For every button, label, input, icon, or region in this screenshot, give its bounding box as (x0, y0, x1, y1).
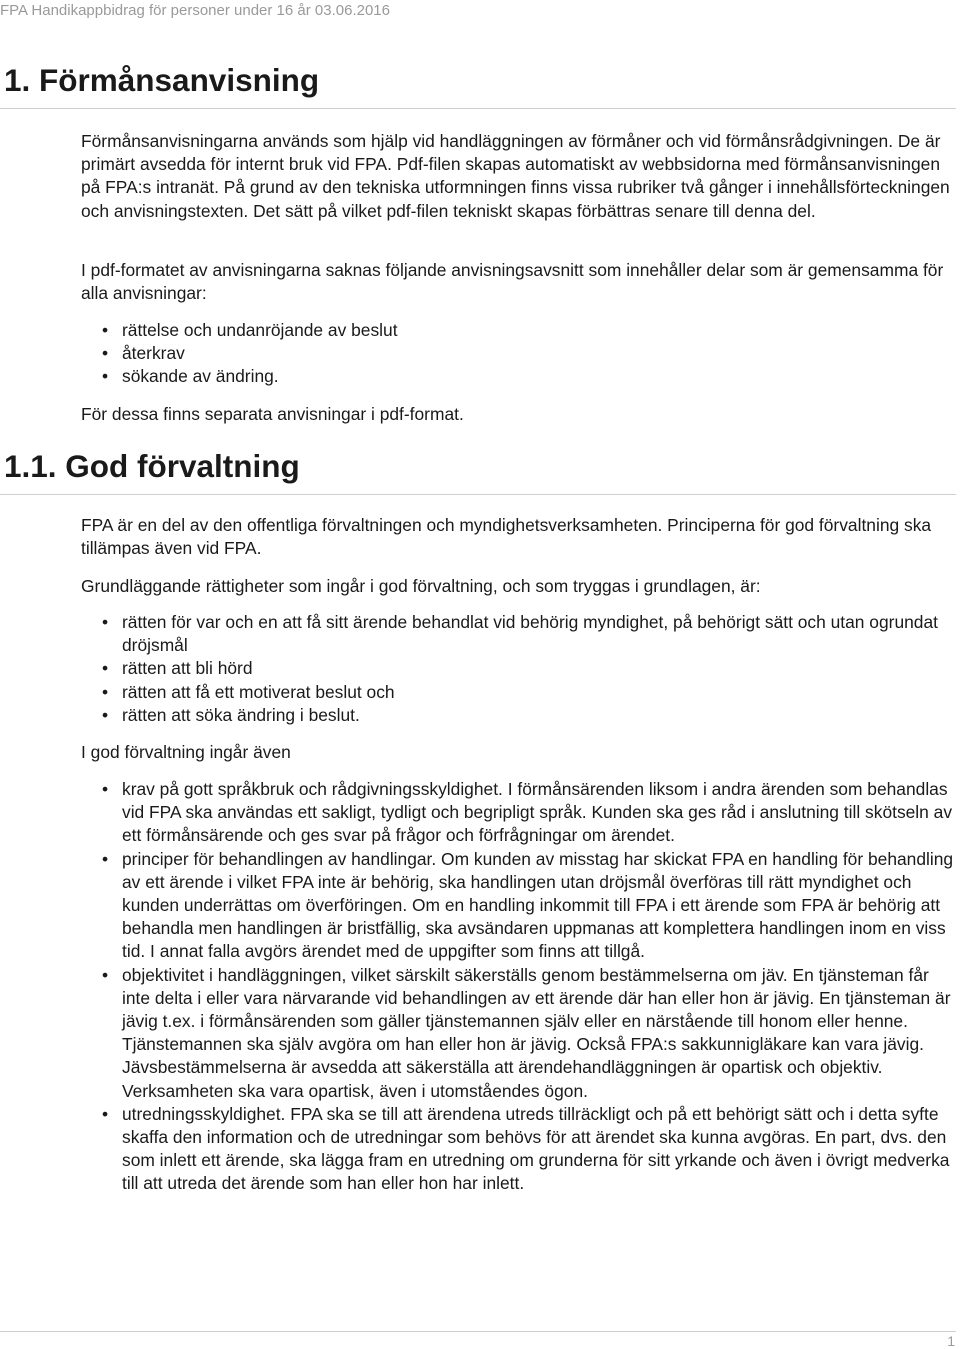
list-item (102, 319, 957, 342)
list-item-text: återkrav (122, 343, 185, 364)
missing-sections-list (102, 319, 957, 389)
fpa-public-admin-paragraph (81, 514, 957, 560)
bullet-icon: • (102, 964, 109, 985)
missing-sections-paragraph (81, 259, 957, 305)
bullet-icon: • (102, 320, 109, 340)
section-heading-god-forvaltning: 1.1. God förvaltning (4, 448, 300, 484)
list-item (102, 848, 957, 964)
bullet-icon: • (102, 1103, 109, 1124)
list-item-text: rätten att få ett motiverat beslut och (122, 681, 395, 702)
list-item (102, 704, 957, 727)
good-admin-includes-paragraph (81, 741, 957, 764)
list-item (102, 365, 957, 388)
basic-rights-text: Grundläggande rättigheter som ingår i god förvaltning, och som tryggas i grundlagen, är: (81, 576, 761, 596)
bullet-icon: • (102, 779, 109, 799)
list-item-text: rätten för var och en att få sitt ärende behandlat vid behörig myndighet, på behörigt sätt och utan ogrundat dröjsmål (122, 612, 938, 656)
bullet-icon: • (102, 681, 109, 702)
basic-rights-list (102, 611, 957, 727)
bullet-icon: • (102, 612, 109, 632)
bullet-icon: • (102, 366, 109, 387)
separate-instructions-paragraph (81, 403, 957, 426)
list-item-text: krav på gott språkbruk och rådgivningsskyldighet. I förmånsärenden liksom i andra ärenden som behandlas vid FPA ska användas ett sakligt, tydligt och begripligt språk. Kunden ska ges råd i anslutning till skötseln av ett förmånsärende och ges svar på frågor och förfrågningar om ärendet. (122, 779, 953, 846)
separate-instructions-text: För dessa finns separata anvisningar i pdf-format. (81, 404, 464, 424)
heading-divider (0, 108, 956, 109)
bullet-icon: • (102, 343, 109, 364)
list-item-text: rätten att bli hörd (122, 658, 253, 679)
bullet-icon: • (102, 704, 109, 725)
good-admin-includes-text: I god förvaltning ingår även (81, 742, 291, 762)
basic-rights-paragraph (81, 575, 957, 598)
list-item (102, 778, 957, 848)
bullet-icon: • (102, 848, 109, 869)
list-item-text: rätten att söka ändring i beslut. (122, 704, 360, 725)
list-item-text: objektivitet i handläggningen, vilket särskilt säkerställs genom bestämmelserna om jäv. En tjänsteman får inte delta i eller vara närvarande vid behandlingen av ett ärende där han eller hon är jävig. En tjänsteman är jävig t.ex. i förmånsärenden som gäller tjänstemannen själv eller en närstående till honom eller henne. Tjänstemannen ska själv avgöra om han eller hon är jävig. Också FPA:s sakkunnigläkare kan vara jävig. Jävsbestämmelserna är avsedda att säkerställa att ärendehandläggningen är opartisk och objektiv. Verksamheten ska vara opartisk, även i utomståendes ögon. (122, 964, 951, 1101)
running-header: FPA Handikappbidrag för personer under 16 år 03.06.2016 (0, 2, 390, 19)
list-item (102, 964, 957, 1103)
good-admin-principles-list (102, 778, 957, 1196)
heading-divider (0, 494, 956, 495)
fpa-public-admin-text: FPA är en del av den offentliga förvaltningen och myndighetsverksamheten. Principerna för god förvaltning ska tillämpas även vid FPA. (81, 515, 932, 559)
bullet-icon: • (102, 658, 109, 679)
list-item (102, 611, 957, 657)
list-item-text: principer för behandlingen av handlingar. Om kunden av misstag har skickat FPA en handling för behandling av ett ärende i vilket FPA inte är behörig, ska handlingen utan dröjsmål överföras till rätt myndighet och kunden underrättas om överföringen. Om en handling inkommit till FPA i ett ärende som FPA är behörig att behandla men handlingen är bristfällig, ska avsändaren uppmanas att komplettera handlingen inom en viss tid. I annat falla avgörs ärendet med de uppgifter som finns att tillgå. (122, 848, 954, 962)
list-item (102, 342, 957, 365)
list-item-text: utredningsskyldighet. FPA ska se till att ärendena utreds tillräckligt och på ett behörigt sätt och i detta syfte skaffa den information och de utredningar som behövs för att ärendet ska kunna avgöras. En part, dvs. den som inlett ett ärende, ska lägga fram en utredning om grunderna för sitt yrkande och även i övrigt medverka till att utreda det ärende som han eller hon har inlett. (122, 1103, 950, 1194)
list-item (102, 681, 957, 704)
page-number: 1 (947, 1333, 955, 1349)
intro-text: Förmånsanvisningarna används som hjälp vid handläggningen av förmåner och vid förmånsrådgivningen. De är primärt avsedda för internt bruk vid FPA. Pdf-filen skapas automatiskt av webbsidorna med förmånsanvisningen på FPA:s intranät. På grund av den tekniska utformningen finns vissa rubriker två gånger i innehållsförteckningen och anvisningstexten. Det sätt på vilket pdf-filen tekniskt skapas förbättras senare till denna del. (81, 131, 950, 221)
list-item-text: rättelse och undanröjande av beslut (122, 320, 398, 340)
intro-paragraph (81, 130, 957, 223)
list-item-text: sökande av ändring. (122, 366, 279, 387)
list-item (102, 657, 957, 680)
list-item (102, 1103, 957, 1196)
missing-sections-text: I pdf-formatet av anvisningarna saknas följande anvisningsavsnitt som innehåller delar som är gemensamma för alla anvisningar: (81, 260, 944, 304)
footer-divider (0, 1331, 956, 1332)
section-heading-formansanvisning: 1. Förmånsanvisning (4, 62, 320, 98)
